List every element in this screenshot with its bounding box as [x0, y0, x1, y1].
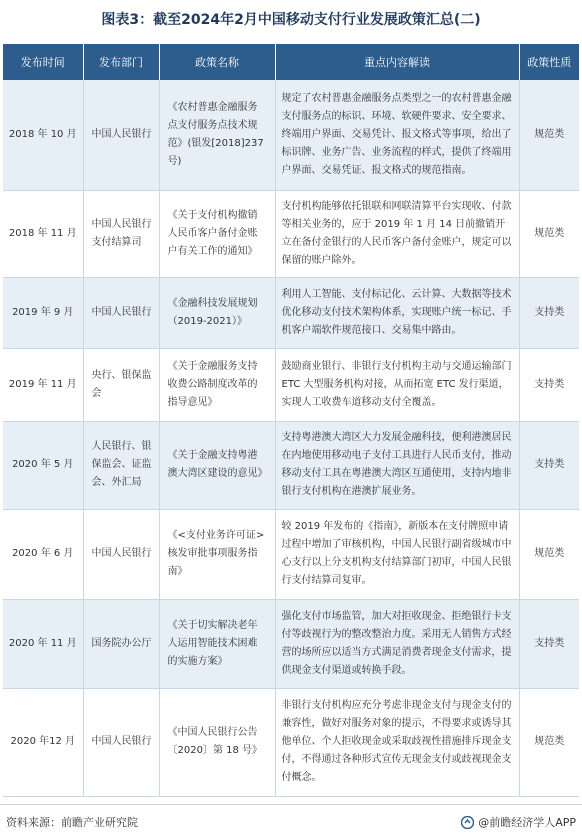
cell-content: 非银行支付机构应充分考虑非现金支付与现金支付的兼容性，做好对服务对象的提示，不得要求或诱导其他单位、个人拒收现金或采取歧视性措施排斥现金支付，不得通过各种形式宣传无现金支付或歧视现金支付概念。 [275, 688, 519, 796]
brand-logo-icon [461, 816, 474, 829]
table-row [3, 348, 579, 421]
cell-content: 利用人工智能、支付标记化、云计算、大数据等技术优化移动支付技术架构体系，实现账户统一标记、手机客户端软件规范接口、交易集中路由。 [275, 277, 519, 348]
brand-text: @前瞻经济学人APP [478, 816, 576, 829]
cell-type: 支持类 [519, 421, 579, 509]
source-note: 资料来源：前瞻产业研究院 [6, 816, 138, 829]
cell-date: 2019 年 11 月 [3, 348, 83, 421]
cell-dept: 中国人民银行支付结算司 [83, 190, 159, 277]
header-name: 政策名称 [159, 44, 275, 80]
header-content: 重点内容解读 [275, 44, 519, 80]
cell-dept: 国务院办公厅 [83, 599, 159, 688]
cell-type: 支持类 [519, 348, 579, 421]
cell-policy-name: 《关于支付机构撤销人民币客户备付金账户有关工作的通知》 [159, 190, 275, 277]
policy-table [3, 44, 579, 797]
header-dept: 发布部门 [83, 44, 159, 80]
table-row [3, 190, 579, 277]
table-row [3, 80, 579, 190]
cell-policy-name: 《<支付业务许可证>核发审批事项服务指南》 [159, 509, 275, 599]
table-row [3, 277, 579, 348]
cell-date: 2020 年 11 月 [3, 599, 83, 688]
cell-type: 规范类 [519, 190, 579, 277]
cell-date: 2019 年 9 月 [3, 277, 83, 348]
cell-date: 2020 年 6 月 [3, 509, 83, 599]
footer [0, 804, 582, 838]
cell-type: 规范类 [519, 688, 579, 796]
cell-content: 支付机构能够依托银联和网联清算平台实现收、付款等相关业务的，应于 2019 年 1 月 14 日前撤销开立在备付金银行的人民币客户备付金账户，规定可以保留的账户除外。 [275, 190, 519, 277]
table-row [3, 509, 579, 599]
cell-dept: 中国人民银行 [83, 688, 159, 796]
cell-policy-name: 《关于切实解决老年人运用智能技术困难的实施方案》 [159, 599, 275, 688]
brand-credit [461, 814, 576, 830]
cell-type: 规范类 [519, 509, 579, 599]
cell-date: 2018 年 11 月 [3, 190, 83, 277]
table-row [3, 599, 579, 688]
cell-date: 2018 年 10 月 [3, 80, 83, 190]
cell-content: 强化支付市场监管，加大对拒收现金、拒绝银行卡支付等歧视行为的整改整治力度。采用无人销售方式经营的场所应以适当方式满足消费者现金支付需求，提供现金支付渠道或转换手段。 [275, 599, 519, 688]
table-row [3, 421, 579, 509]
cell-dept: 央行、银保监会 [83, 348, 159, 421]
cell-type: 规范类 [519, 80, 579, 190]
cell-content: 鼓励商业银行、非银行支付机构主动与交通运输部门 ETC 大型服务机构对接，从而拓宽 ETC 发行渠道，实现人工收费车道移动支付全覆盖。 [275, 348, 519, 421]
table-row [3, 688, 579, 796]
cell-policy-name: 《金融科技发展规划（2019-2021）》 [159, 277, 275, 348]
cell-content: 较 2019 年发布的《指南》，新版本在支付牌照申请过程中增加了审核机构，中国人民银行副省级城市中心支行以上分支机构支付结算部门初审，中国人民银行支付结算司复审。 [275, 509, 519, 599]
cell-type: 支持类 [519, 599, 579, 688]
table-header-row [3, 44, 579, 80]
cell-dept: 中国人民银行 [83, 509, 159, 599]
cell-dept: 中国人民银行 [83, 80, 159, 190]
cell-content: 规定了农村普惠金融服务点类型之一的农村普惠金融支付服务点的标识、环境、软硬件要求、安全要求、终端用户界面、交易凭计、报文格式等事项，给出了标识牌、业务广告、业务流程的样式，提供了终端用户界面、交易凭证、报文格式的规范指南。 [275, 80, 519, 190]
cell-type: 支持类 [519, 277, 579, 348]
cell-dept: 人民银行、银保监会、证监会、外汇局 [83, 421, 159, 509]
cell-policy-name: 《中国人民银行公告〔2020〕第 18 号》 [159, 688, 275, 796]
cell-date: 2020 年 5 月 [3, 421, 83, 509]
cell-content: 支持粤港澳大湾区大力发展金融科技，便利港澳居民在内地使用移动电子支付工具进行人民币支付，推动移动支付工具在粤港澳大湾区互通使用，支持内地非银行支付机构在港澳扩展业务。 [275, 421, 519, 509]
cell-dept: 中国人民银行 [83, 277, 159, 348]
header-type: 政策性质 [519, 44, 579, 80]
cell-policy-name: 《关于金融支持粤港澳大湾区建设的意见》 [159, 421, 275, 509]
cell-policy-name: 《关于金融服务支持收费公路制度改革的指导意见》 [159, 348, 275, 421]
cell-date: 2020 年12 月 [3, 688, 83, 796]
page-title: 图表3：截至2024年2月中国移动支付行业发展政策汇总(二) [101, 12, 481, 28]
cell-policy-name: 《农村普惠金融服务点支付服务点技术规范》(银发[2018]237 号) [159, 80, 275, 190]
header-date: 发布时间 [3, 44, 83, 80]
